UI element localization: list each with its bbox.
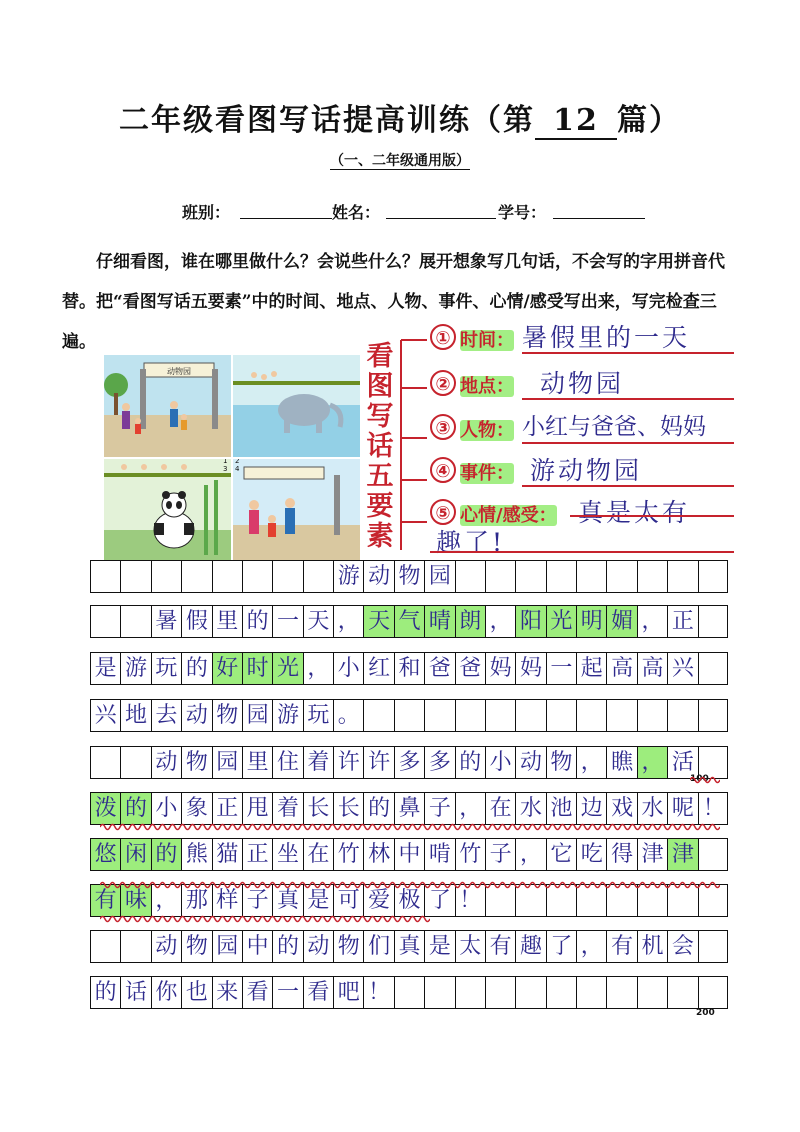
grid-cell[interactable] — [486, 700, 516, 731]
grid-cell[interactable]: 爱 — [364, 885, 394, 916]
grid-cell[interactable]: 熊 — [182, 839, 212, 870]
element-label: 事件： — [460, 463, 514, 484]
grid-cell[interactable]: 们 — [364, 931, 394, 962]
grid-cell[interactable]: 趣 — [516, 931, 546, 962]
grid-cell[interactable]: 猫 — [213, 839, 243, 870]
panel-number-4: 4 — [235, 465, 240, 473]
grid-cell[interactable] — [699, 653, 729, 684]
grid-cell[interactable]: 太 — [456, 931, 486, 962]
class-field[interactable] — [240, 218, 332, 219]
grid-cell[interactable]: 动 — [152, 931, 182, 962]
grid-cell[interactable]: 动 — [304, 931, 334, 962]
grid-cell[interactable]: ， — [486, 606, 516, 637]
grid-cell[interactable]: 许 — [364, 747, 394, 778]
grid-cell[interactable]: 看 — [243, 977, 273, 1008]
grid-cell[interactable]: 得 — [607, 839, 637, 870]
element-value[interactable]: 真是太有 — [578, 498, 691, 527]
figure-girl — [135, 418, 141, 434]
grid-cell[interactable]: 是 — [304, 885, 334, 916]
grid-cell[interactable]: 水 — [516, 793, 546, 824]
grid-cell[interactable]: 子 — [243, 885, 273, 916]
grid-cell[interactable]: 竹 — [334, 839, 364, 870]
grid-cell[interactable]: 物 — [182, 747, 212, 778]
grid-cell[interactable]: 物 — [213, 700, 243, 731]
grid-cell[interactable]: 啃 — [425, 839, 455, 870]
grid-cell[interactable]: 真 — [273, 885, 303, 916]
vlabel-char: 话 — [366, 431, 394, 462]
name-label: 姓名： — [332, 203, 381, 222]
grid-cell[interactable]: ！ — [364, 977, 394, 1008]
grid-cell[interactable]: 小 — [334, 653, 364, 684]
class-label: 班别： — [182, 203, 231, 222]
grid-cell[interactable]: 物 — [334, 931, 364, 962]
grid-cell[interactable]: 是 — [425, 931, 455, 962]
grid-cell[interactable] — [304, 561, 334, 592]
grid-cell[interactable] — [182, 561, 212, 592]
grid-cell[interactable] — [577, 977, 607, 1008]
grid-cell[interactable]: 的 — [91, 977, 121, 1008]
grid-cell[interactable]: ！ — [456, 885, 486, 916]
element-value-continued[interactable]: 趣了! — [436, 528, 506, 557]
grid-cell[interactable]: 你 — [152, 977, 182, 1008]
grid-cell[interactable]: ， — [456, 793, 486, 824]
grid-cell[interactable]: 住 — [273, 747, 303, 778]
grid-cell[interactable]: 的 — [182, 653, 212, 684]
grid-cell[interactable]: 它 — [547, 839, 577, 870]
element-number: ⑤ — [430, 499, 456, 525]
grid-cell[interactable]: 好 — [213, 653, 243, 684]
grid-cell[interactable]: 正 — [243, 839, 273, 870]
grid-cell[interactable]: 假 — [182, 606, 212, 637]
grid-cell[interactable]: 动 — [364, 561, 394, 592]
grid-cell[interactable]: 动 — [516, 747, 546, 778]
grid-cell[interactable]: 的 — [273, 931, 303, 962]
grid-cell[interactable]: 的 — [121, 793, 151, 824]
grid-row — [90, 699, 728, 732]
grid-cell[interactable]: 红 — [364, 653, 394, 684]
grid-cell[interactable]: 着 — [273, 793, 303, 824]
element-label: 时间： — [460, 330, 514, 351]
grid-cell[interactable]: 竹 — [456, 839, 486, 870]
grid-cell[interactable]: 晴 — [425, 606, 455, 637]
panel-number-1: 1 — [223, 457, 228, 465]
grid-cell[interactable]: 有 — [91, 885, 121, 916]
grid-cell[interactable] — [699, 931, 729, 962]
grid-cell[interactable]: 园 — [243, 700, 273, 731]
grid-cell[interactable] — [516, 700, 546, 731]
vlabel-char: 看 — [366, 341, 394, 372]
grid-cell[interactable]: 了 — [547, 931, 577, 962]
grid-cell[interactable]: 物 — [547, 747, 577, 778]
grid-cell[interactable]: 起 — [577, 653, 607, 684]
grid-cell[interactable] — [547, 977, 577, 1008]
grid-cell[interactable]: 池 — [547, 793, 577, 824]
grid-cell[interactable]: 多 — [425, 747, 455, 778]
grid-cell[interactable] — [547, 700, 577, 731]
grid-cell[interactable]: 高 — [638, 653, 668, 684]
grid-cell[interactable] — [456, 700, 486, 731]
title-number: 12 — [535, 103, 617, 140]
grid-cell[interactable] — [607, 561, 637, 592]
grid-cell[interactable]: 的 — [456, 747, 486, 778]
grid-cell[interactable] — [699, 561, 729, 592]
grid-cell[interactable]: 里 — [243, 747, 273, 778]
element-value[interactable]: 暑假里的一天 — [522, 323, 691, 352]
grid-cell[interactable]: 中 — [243, 931, 273, 962]
grid-cell[interactable]: 闲 — [121, 839, 151, 870]
grid-cell[interactable]: 子 — [486, 839, 516, 870]
grid-cell[interactable]: 里 — [213, 606, 243, 637]
wavy-underline — [100, 822, 720, 832]
grid-cell[interactable]: 多 — [395, 747, 425, 778]
vlabel-char: 五 — [366, 461, 394, 492]
grid-cell[interactable]: 的 — [243, 606, 273, 637]
grid-cell[interactable]: 可 — [334, 885, 364, 916]
grid-cell[interactable]: 爸 — [425, 653, 455, 684]
grid-cell[interactable]: 一 — [273, 606, 303, 637]
instructions: 仔细看图，谁在哪里做什么？会说些什么？展开想象写几句话，不会写的字用拼音代替。把“看图写话五要素”中的时间、地点、人物、事件、心情/感受写出来，写完检查三遍。 — [62, 252, 725, 352]
grid-cell[interactable]: 长 — [304, 793, 334, 824]
grid-cell[interactable]: 朗 — [456, 606, 486, 637]
grid-cell[interactable] — [638, 700, 668, 731]
grid-cell[interactable]: 天 — [364, 606, 394, 637]
grid-cell[interactable] — [577, 561, 607, 592]
grid-cell[interactable] — [91, 747, 121, 778]
grid-cell[interactable]: 园 — [213, 747, 243, 778]
grid-cell[interactable]: 来 — [213, 977, 243, 1008]
grid-cell[interactable]: ， — [638, 747, 668, 778]
grid-cell[interactable]: 会 — [668, 931, 698, 962]
grid-cell[interactable]: 悠 — [91, 839, 121, 870]
element-label: 人物： — [460, 420, 514, 441]
grid-cell[interactable]: 物 — [395, 561, 425, 592]
grid-cell[interactable]: 在 — [304, 839, 334, 870]
page-title — [0, 95, 800, 140]
grid-cell[interactable] — [699, 977, 729, 1008]
grid-cell[interactable]: 和 — [395, 653, 425, 684]
grid-cell[interactable] — [516, 977, 546, 1008]
wavy-underline — [100, 880, 720, 890]
grid-cell[interactable]: ， — [304, 653, 334, 684]
element-number: ④ — [430, 457, 456, 483]
element-label: 地点： — [460, 376, 514, 397]
grid-cell[interactable]: 是 — [91, 653, 121, 684]
grid-cell[interactable]: 媚 — [607, 606, 637, 637]
grid-row — [90, 976, 728, 1009]
grid-cell[interactable] — [607, 700, 637, 731]
vlabel-char: 图 — [366, 371, 394, 402]
grid-cell[interactable]: ！ — [702, 796, 725, 821]
panel-number-3: 3 — [223, 465, 228, 473]
grid-cell[interactable] — [395, 700, 425, 731]
grid-cell[interactable]: 物 — [182, 931, 212, 962]
grid-cell[interactable]: 坐 — [273, 839, 303, 870]
grid-cell[interactable]: 极 — [395, 885, 425, 916]
element-event — [430, 455, 740, 491]
element-number: ② — [430, 370, 456, 396]
grid-cell[interactable]: 许 — [334, 747, 364, 778]
grid-cell[interactable] — [273, 561, 303, 592]
grid-cell[interactable]: 小 — [152, 793, 182, 824]
grid-cell[interactable]: 的 — [364, 793, 394, 824]
grid-cell[interactable]: 的 — [152, 839, 182, 870]
grid-cell[interactable] — [607, 977, 637, 1008]
grid-cell[interactable]: 那 — [182, 885, 212, 916]
counter-200: 200 — [696, 1008, 715, 1018]
grid-cell[interactable] — [364, 700, 394, 731]
grid-cell[interactable]: 有 — [486, 931, 516, 962]
grid-cell[interactable]: ， — [334, 606, 364, 637]
grid-cell[interactable]: 兴 — [668, 653, 698, 684]
grid-cell[interactable] — [152, 561, 182, 592]
grid-cell[interactable] — [91, 931, 121, 962]
grid-cell[interactable]: 玩 — [152, 653, 182, 684]
grid-cell[interactable]: 津 — [638, 839, 668, 870]
grid-cell[interactable]: 甩 — [243, 793, 273, 824]
grid-cell[interactable] — [243, 561, 273, 592]
grid-cell[interactable]: 妈 — [486, 653, 516, 684]
element-place — [430, 368, 740, 404]
grid-cell[interactable] — [425, 700, 455, 731]
grid-cell[interactable]: 边 — [577, 793, 607, 824]
grid-cell[interactable]: 正 — [213, 793, 243, 824]
grid-cell[interactable]: 活 — [668, 747, 698, 778]
grid-cell[interactable]: 爸 — [456, 653, 486, 684]
grid-cell[interactable]: 也 — [182, 977, 212, 1008]
grid-cell[interactable]: 了 — [425, 885, 455, 916]
grid-cell[interactable]: 吃 — [577, 839, 607, 870]
grid-cell[interactable]: ， — [577, 747, 607, 778]
grid-cell[interactable] — [516, 561, 546, 592]
grid-cell[interactable]: 一 — [547, 653, 577, 684]
grid-cell[interactable]: ， — [577, 931, 607, 962]
grid-row — [90, 652, 728, 685]
subtitle — [0, 150, 800, 170]
grid-cell[interactable] — [395, 977, 425, 1008]
grid-cell[interactable]: 。 — [334, 700, 364, 731]
panel-number-2: 2 — [235, 457, 240, 465]
grid-cell[interactable]: 时 — [243, 653, 273, 684]
zoo-sign: 动物园 — [167, 367, 191, 376]
comic-panel-1 — [104, 355, 231, 457]
grid-cell[interactable] — [213, 561, 243, 592]
grid-cell[interactable]: 吧 — [334, 977, 364, 1008]
grid-cell[interactable]: 暑 — [152, 606, 182, 637]
grid-cell[interactable]: 机 — [638, 931, 668, 962]
grid-cell[interactable] — [668, 561, 698, 592]
figure-dad — [122, 403, 130, 429]
grid-cell[interactable]: 动 — [152, 747, 182, 778]
grid-cell[interactable] — [638, 977, 668, 1008]
comic-illustration — [104, 355, 360, 560]
grid-cell[interactable]: 兴 — [91, 700, 121, 731]
grid-cell[interactable]: 味 — [121, 885, 151, 916]
grid-cell[interactable]: 阳 — [516, 606, 546, 637]
grid-cell[interactable]: ， — [638, 606, 668, 637]
grid-cell[interactable]: 鼻 — [395, 793, 425, 824]
grid-cell[interactable]: ， — [516, 839, 546, 870]
grid-cell[interactable] — [456, 561, 486, 592]
grid-cell[interactable] — [456, 977, 486, 1008]
grid-cell[interactable]: 正 — [668, 606, 698, 637]
grid-cell[interactable] — [638, 561, 668, 592]
grid-cell[interactable] — [668, 977, 698, 1008]
grid-cell[interactable]: 妈 — [516, 653, 546, 684]
element-people — [430, 412, 740, 448]
grid-cell[interactable] — [91, 561, 121, 592]
title-prefix: 二年级看图写话提高训练（第 — [119, 103, 535, 138]
grid-cell[interactable]: 一 — [273, 977, 303, 1008]
grid-row — [90, 605, 728, 638]
comic-panel-4 — [233, 459, 360, 560]
grid-cell[interactable]: 有 — [607, 931, 637, 962]
grid-cell[interactable] — [486, 561, 516, 592]
grid-row — [90, 838, 728, 871]
element-feeling — [430, 497, 740, 557]
grid-row — [90, 792, 728, 825]
subtitle-text: （一、二年级通用版） — [330, 153, 470, 169]
grid-cell[interactable]: 小 — [486, 747, 516, 778]
grid-cell[interactable]: 津 — [668, 839, 698, 870]
grid-cell[interactable]: 象 — [182, 793, 212, 824]
grid-cell[interactable]: 林 — [364, 839, 394, 870]
student-no-label: 学号： — [498, 203, 547, 222]
grid-cell[interactable]: 天 — [304, 606, 334, 637]
grid-cell[interactable]: 动 — [182, 700, 212, 731]
grid-row — [90, 560, 728, 593]
name-field[interactable] — [386, 218, 496, 219]
grid-cell[interactable]: 看 — [304, 977, 334, 1008]
element-value[interactable]: 游动物园 — [530, 456, 643, 485]
element-value[interactable]: 小红与爸爸、妈妈 — [522, 414, 706, 440]
grid-cell[interactable]: 园 — [425, 561, 455, 592]
grid-cell[interactable]: 呢 — [668, 793, 698, 824]
grid-cell[interactable] — [121, 747, 151, 778]
grid-cell[interactable]: 水 — [638, 793, 668, 824]
grid-cell[interactable]: 玩 — [304, 700, 334, 731]
grid-cell[interactable]: 地 — [121, 700, 151, 731]
student-no-field[interactable] — [553, 218, 645, 219]
grid-cell[interactable] — [121, 606, 151, 637]
grid-cell[interactable]: 子 — [425, 793, 455, 824]
grid-cell[interactable]: 游 — [334, 561, 364, 592]
grid-cell[interactable]: 话 — [121, 977, 151, 1008]
grid-cell[interactable] — [121, 561, 151, 592]
grid-cell[interactable]: 高 — [607, 653, 637, 684]
grid-cell[interactable]: 去 — [152, 700, 182, 731]
vlabel-char: 要 — [366, 491, 394, 522]
grid-cell[interactable] — [547, 561, 577, 592]
vlabel-char: 写 — [366, 401, 394, 432]
vlabel-char: 素 — [366, 521, 394, 552]
grid-cell[interactable]: 戏 — [607, 793, 637, 824]
grid-cell[interactable] — [121, 931, 151, 962]
grid-cell[interactable]: 样 — [213, 885, 243, 916]
element-value[interactable]: 动物园 — [540, 369, 625, 398]
grid-cell[interactable]: 气 — [395, 606, 425, 637]
grid-cell[interactable]: 真 — [395, 931, 425, 962]
title-suffix: 篇） — [617, 103, 681, 138]
grid-cell[interactable]: 泼 — [91, 793, 121, 824]
grid-cell[interactable]: 园 — [213, 931, 243, 962]
grid-cell[interactable]: 游 — [273, 700, 303, 731]
grid-cell[interactable]: 明 — [577, 606, 607, 637]
grid-cell[interactable] — [668, 700, 698, 731]
grid-cell[interactable]: 着 — [304, 747, 334, 778]
grid-cell[interactable]: ， — [152, 885, 182, 916]
grid-cell[interactable] — [486, 977, 516, 1008]
wavy-underline — [690, 775, 720, 785]
grid-cell[interactable] — [699, 606, 729, 637]
grid-cell[interactable]: 光 — [547, 606, 577, 637]
wavy-underline — [100, 914, 430, 924]
grid-cell[interactable]: 游 — [121, 653, 151, 684]
grid-cell[interactable] — [425, 977, 455, 1008]
counter-100: 100 — [690, 774, 709, 784]
grid-cell[interactable]: 长 — [334, 793, 364, 824]
grid-cell[interactable]: 在 — [486, 793, 516, 824]
grid-cell[interactable] — [577, 700, 607, 731]
comic-panel-2 — [233, 355, 360, 457]
grid-row — [90, 930, 728, 963]
brace-lines — [397, 330, 431, 560]
element-label: 心情/感受： — [460, 505, 557, 526]
five-elements-vertical-label — [363, 342, 397, 552]
grid-row — [90, 746, 728, 779]
comic-panel-3 — [104, 459, 231, 560]
element-number: ① — [430, 324, 456, 350]
element-time — [430, 322, 740, 358]
grid-cell[interactable] — [699, 839, 729, 870]
element-number: ③ — [430, 414, 456, 440]
grid-cell[interactable] — [699, 700, 729, 731]
grid-cell[interactable]: 中 — [395, 839, 425, 870]
grid-cell[interactable] — [91, 606, 121, 637]
grid-cell[interactable]: 光 — [273, 653, 303, 684]
grid-cell[interactable]: 瞧 — [607, 747, 637, 778]
